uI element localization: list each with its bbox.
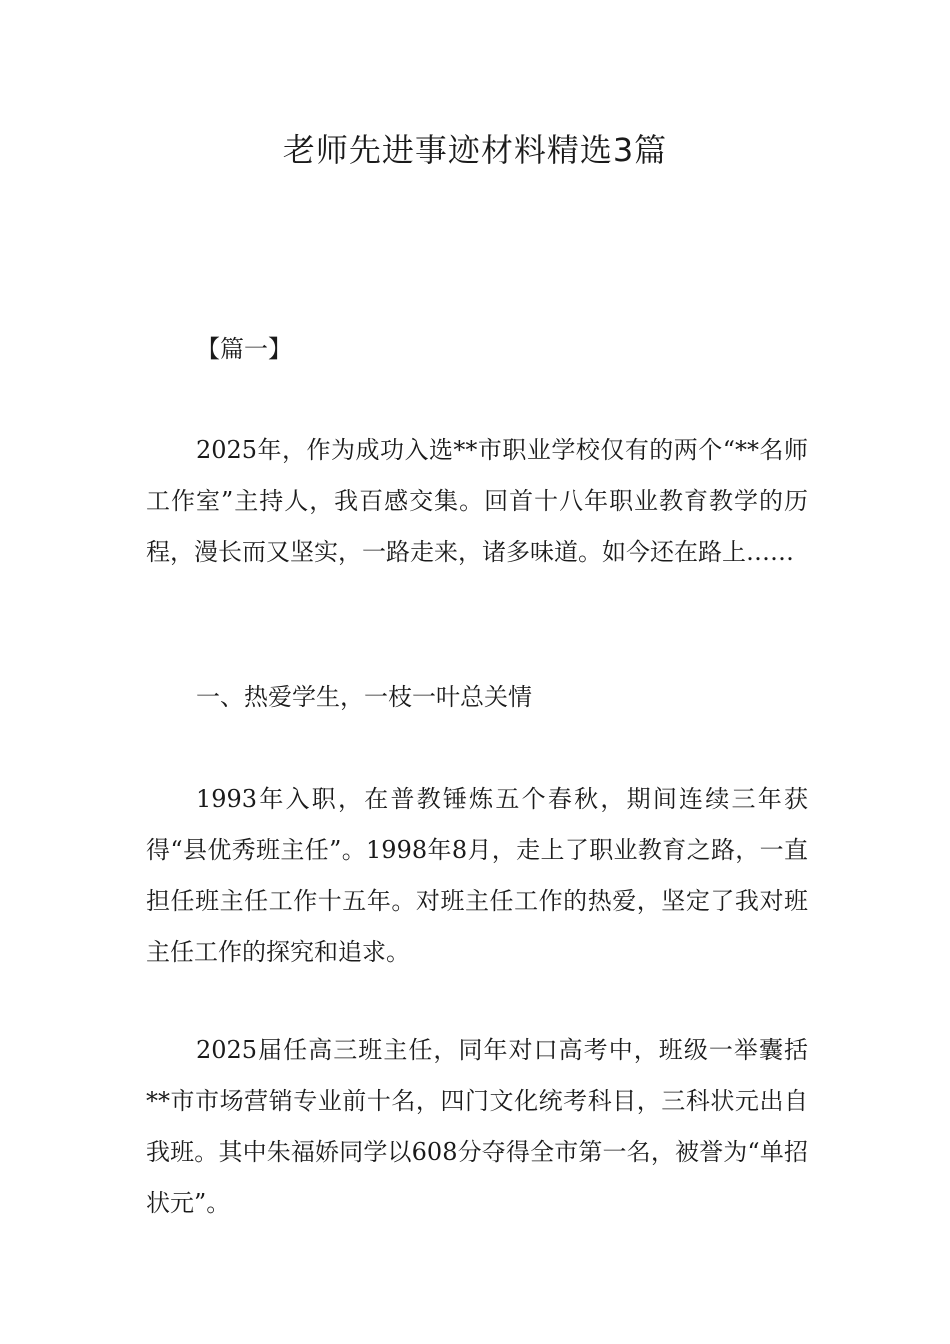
section-heading: 一、热爱学生，一枝一叶总关情	[196, 683, 532, 711]
paragraph-intro: 2025年，作为成功入选**市职业学校仅有的两个“**名师工作室”主持人，我百感交集。回首十八年职业教育教学的历程，漫长而又坚实，一路走来，诸多味道。如今还在路上……	[146, 436, 808, 566]
document-title: 老师先进事迹材料精选3篇	[282, 131, 668, 169]
section-mark: 【篇一】	[196, 335, 292, 363]
paragraph-achievement: 2025届任高三班主任，同年对口高考中，班级一举囊括**市市场营销专业前十名，四门文化统考科目，三科状元出自我班。其中朱福娇同学以608分夺得全市第一名，被誉为“单招状元”。	[146, 1036, 808, 1217]
paragraph-career: 1993年入职，在普教锤炼五个春秋，期间连续三年获得“县优秀班主任”。1998年8月，走上了职业教育之路，一直担任班主任工作十五年。对班主任工作的热爱，坚定了我对班主任工作的探究和追求。	[146, 785, 808, 966]
